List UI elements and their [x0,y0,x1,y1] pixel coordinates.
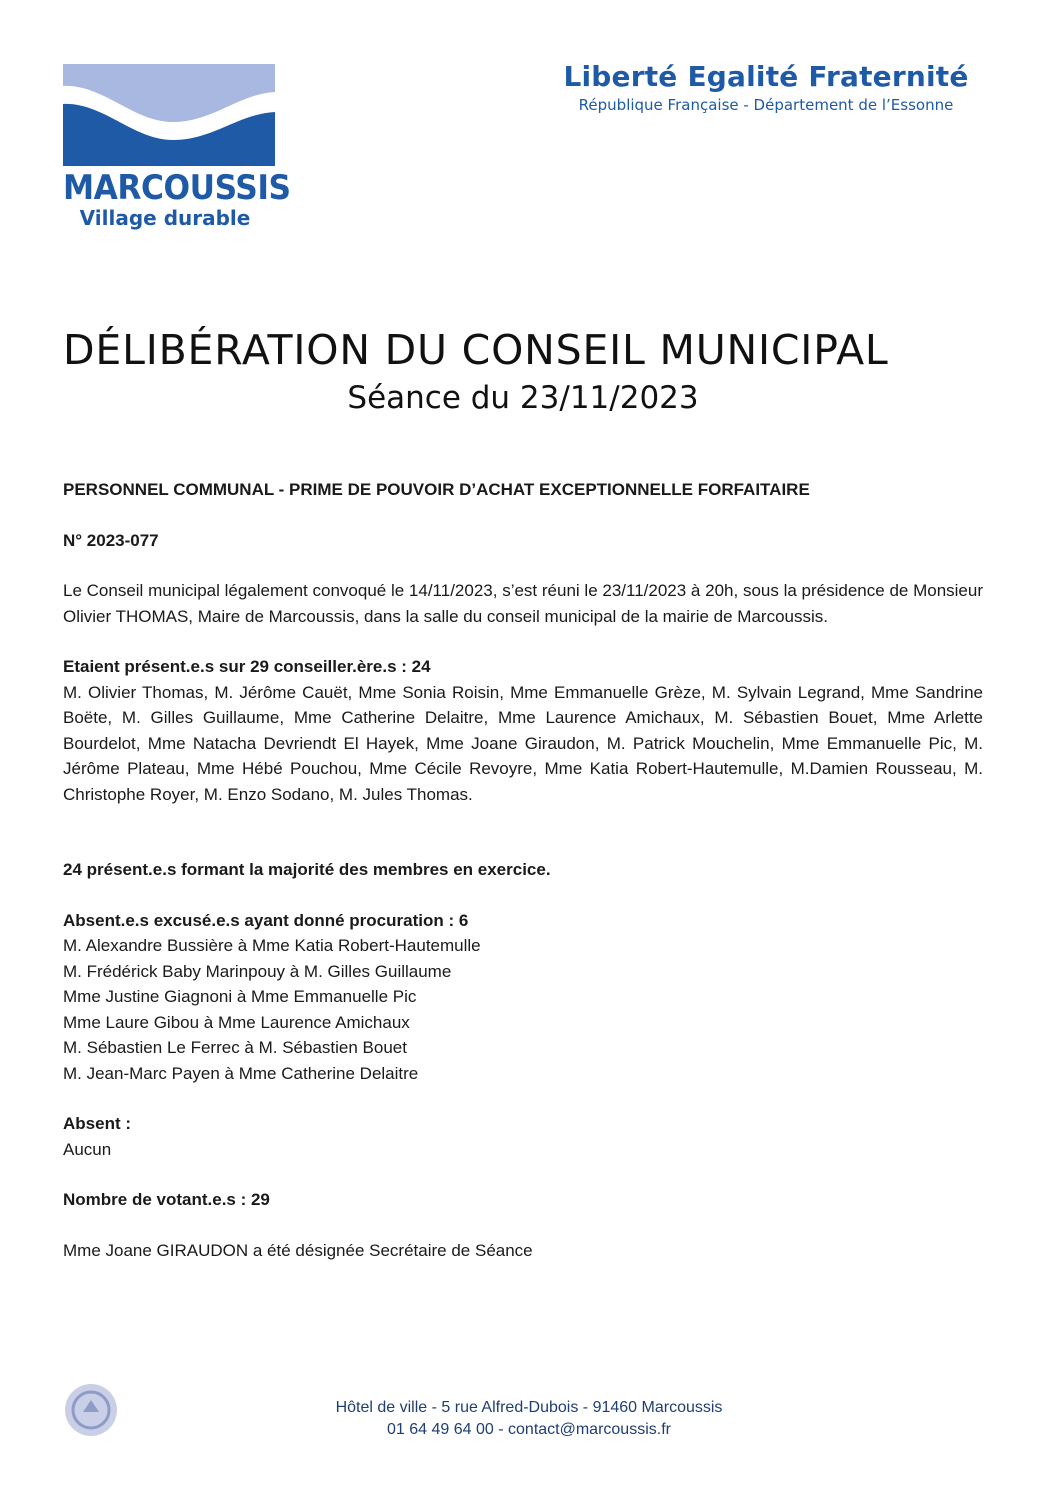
footer-address: Hôtel de ville - 5 rue Alfred-Dubois - 91460 Marcoussis [335,1399,723,1416]
logo-tagline: Village durable [79,206,251,230]
footer-contact: 01 64 49 64 00 - contact@marcoussis.fr [387,1421,671,1438]
proxy-item: M. Jean-Marc Payen à Mme Catherine Delaitre [63,1063,419,1083]
page-title: DÉLIBÉRATION DU CONSEIL MUNICIPAL [63,326,889,374]
majority-statement: 24 présent.e.s formant la majorité des membres en exercice. [63,860,551,879]
wave-logo-mark [63,64,275,166]
proxy-heading: Absent.e.s excusé.e.s ayant donné procuration : 6 [63,910,469,930]
proxy-item: M. Sébastien Le Ferrec à M. Sébastien Bouet [63,1038,407,1057]
present-list: M. Olivier Thomas, M. Jérôme Cauët, Mme Sonia Roisin, Mme Emmanuelle Grèze, M. Sylvain Legrand, Mme Sandrine Boëte, M. Gilles Guillaume, Mme Catherine Delaitre, Mme Laurence Amichaux, M. Sébastien Bouet, Mme Arlette Bourdelot, Mme Natacha Devriendt El Hayek, Mme Joane Giraudon, M. Patrick Mouchelin, Mme Emmanuelle Pic, M. Jérôme Plateau, Mme Hébé Pouchou, Mme Cécile Revoyre, Mme Katia Robert-Hautemulle, M.Damien Rousseau, M. Christophe Royer, M. Enzo Sodano, M. Jules Thomas. [63,682,983,804]
department-line: République Française - Département de l’Essonne [578,96,954,114]
absent-value: Aucun [63,1139,112,1159]
marcoussis-logo [63,64,291,230]
absent-heading: Absent : [63,1114,131,1133]
logo-name: MARCOUSSIS [63,168,291,208]
proxy-item: M. Alexandre Bussière à Mme Katia Robert-Hautemulle [63,936,481,955]
present-heading: Etaient présent.e.s sur 29 conseiller.ère.s : 24 [63,657,431,676]
republic-motto: Liberté Egalité Fraternité [563,60,969,93]
secretary-line: Mme Joane GIRAUDON a été désignée Secrétaire de Séance [63,1240,533,1260]
subject-heading: PERSONNEL COMMUNAL - PRIME DE POUVOIR D’ACHAT EXCEPTIONNELLE FORFAITAIRE [63,480,810,499]
page-footer [0,1397,1058,1441]
proxy-item: M. Frédérick Baby Marinpouy à M. Gilles Guillaume [63,961,452,981]
intro-paragraph: Le Conseil municipal légalement convoqué le 14/11/2023, s’est réuni le 23/11/2023 à 20h, sous la présidence de Monsieur Olivier THOMAS, Maire de Marcoussis, dans la salle du conseil municipal de la mairie de Marcoussis. [63,581,983,626]
republic-header [536,60,996,114]
deliberation-body [63,477,983,1263]
deliberation-number: N° 2023-077 [63,530,159,550]
proxy-item: Mme Laure Gibou à Mme Laurence Amichaux [63,1012,410,1032]
proxy-item: Mme Justine Giagnoni à Mme Emmanuelle Pic [63,987,417,1006]
voters-count: Nombre de votant.e.s : 29 [63,1190,270,1209]
session-date: Séance du 23/11/2023 [347,380,699,416]
